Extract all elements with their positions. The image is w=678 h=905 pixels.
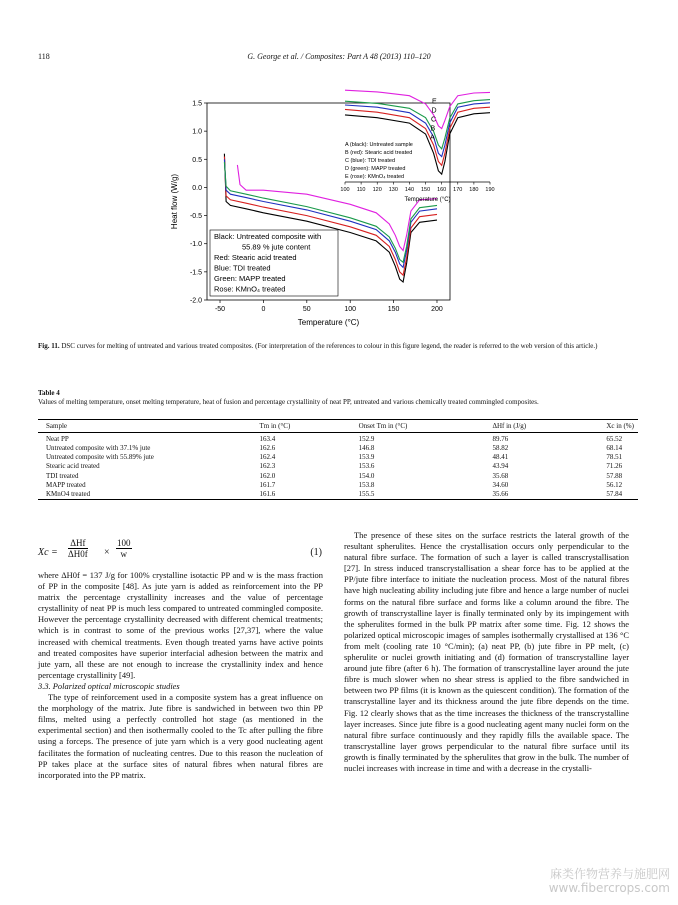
table-header-cell: Tm in (°C): [259, 421, 291, 430]
y-tick-label: -2.0: [189, 297, 202, 305]
table-cell: 34.60: [492, 480, 509, 489]
table-cell: 78.51: [606, 453, 623, 462]
inset-legend-entry: D (green): MAPP treated: [345, 166, 406, 172]
x-tick-label: 0: [261, 306, 266, 313]
figure-caption-label: Fig. 11.: [38, 342, 60, 350]
inset-series-line: [345, 107, 490, 165]
section-title: 3.3. Polarized optical microscopic studies: [38, 680, 180, 691]
table-cell: KMnO4 treated: [46, 489, 91, 498]
legend-entry: Blue: TDI treated: [214, 263, 271, 273]
inset-legend-entry: C (blue): TDI treated: [345, 158, 396, 164]
watermark-line: 麻类作物营养与施肥网: [549, 867, 670, 881]
body-right-column: [344, 530, 629, 774]
table-cell: 48.41: [492, 453, 509, 462]
figure-caption: [38, 342, 638, 351]
inset-curve-label: D: [431, 107, 437, 115]
table-cell: 162.4: [259, 453, 276, 462]
x-tick-label: 200: [431, 306, 443, 313]
body-paragraph: where ΔH0f = 137 J/g for 100% crystalline isotactic PP and w is the mass fraction of PP in the composite [48]. As jute yarn is added as reinforcement into the PP matrix the percentage crystallinity increases and the value of percentage crystallinity of neat PP is much less compared to untreated commingled composite. However the percentage crystallinity decreased with different chemical treatments; which is in contrast to some of the previous works [27,37], where the value increased with chemical treatments. Even though treated yarns have active points and treated composites have superior interfacial adhesion between the matrix and jute yarn, all these are not enough to increase the crystallinity index and hence percentage crystallinity [49].: [38, 570, 323, 680]
inset-x-axis-label: Temperature (°C): [404, 197, 451, 203]
table-header-cell: Onset Tm in (°C): [358, 421, 408, 430]
inset-x-tick-label: 120: [372, 187, 382, 193]
table-cell: Neat PP: [46, 435, 69, 443]
inset-x-tick-label: 100: [340, 187, 350, 193]
inset-x-tick-label: 170: [453, 187, 463, 193]
table-cell: 58.82: [492, 444, 509, 453]
equation-number: (1): [310, 547, 322, 558]
body-left-column: [38, 570, 323, 781]
table-cell: 163.4: [259, 435, 276, 443]
table-cell: Untreated composite with 55.89% jute: [46, 453, 154, 462]
equation-denominator: w: [120, 549, 127, 559]
watermark-line: www.fibercrops.com: [548, 881, 670, 895]
inset-x-tick-label: 190: [485, 187, 495, 193]
table-cell: 89.76: [492, 435, 509, 443]
inset-curve-label: A: [430, 134, 435, 142]
table-cell: 65.52: [606, 435, 623, 443]
inset-legend-entry: B (red): Stearic acid treated: [345, 150, 413, 156]
dsc-figure: [150, 70, 510, 340]
legend-entry: Red: Stearic acid treated: [214, 253, 297, 262]
equation-fraction-2: [116, 538, 132, 559]
table-cell: 155.5: [358, 489, 375, 498]
inset-x-tick-label: 110: [356, 187, 366, 193]
x-tick-label: 100: [344, 306, 357, 313]
inset-x-tick-label: 160: [437, 187, 447, 193]
table-cell: 154.0: [358, 471, 375, 480]
y-tick-label: 1.5: [192, 100, 202, 108]
inset-curve-label: E: [432, 98, 437, 106]
x-tick-label: 150: [387, 306, 400, 313]
table-cell: Stearic acid treated: [46, 462, 100, 471]
table-cell: 161.7: [259, 480, 276, 489]
inset-curve-label: C: [431, 116, 437, 124]
table-cell: 153.6: [358, 462, 375, 471]
table-cell: 57.84: [606, 489, 623, 498]
x-tick-label: 50: [302, 306, 311, 313]
table-row: [38, 462, 638, 471]
inset-legend-entry: E (rose): KMnO₄ treated: [345, 174, 405, 180]
y-axis-label: Heat flow (W/g): [170, 173, 179, 230]
table-row: [38, 472, 638, 481]
y-tick-label: -1.0: [189, 241, 202, 249]
table-cell: 57.88: [606, 471, 623, 480]
inset-x-tick-label: 150: [420, 187, 431, 193]
equation-1: [38, 538, 322, 568]
y-tick-label: 0.0: [192, 184, 202, 192]
inset-x-tick-label: 180: [469, 187, 479, 193]
x-tick-label: -50: [214, 306, 226, 313]
table-header-cell: Xc in (%): [606, 421, 634, 430]
table-row: [38, 453, 638, 462]
inset-curve-label: B: [430, 125, 436, 133]
y-tick-label: 0.5: [192, 156, 202, 164]
inset-x-tick-label: 140: [404, 187, 415, 193]
watermark: [549, 867, 670, 895]
table-cell: TDI treated: [46, 471, 79, 480]
table-caption: Values of melting temperature, onset melting temperature, heat of fusion and percentage crystallinity of neat PP, untreated and various chemically treated commingled composites.: [38, 398, 539, 406]
table-row: [38, 444, 638, 453]
table-cell: 162.3: [259, 462, 276, 471]
table-title: Table 4: [38, 389, 60, 397]
dsc-chart: [150, 70, 510, 340]
data-table: [38, 419, 638, 500]
inset-x-tick-label: 130: [388, 187, 398, 193]
equation-numerator: ΔHf: [68, 538, 88, 549]
y-tick-label: -0.5: [189, 213, 202, 221]
running-header: G. George et al. / Composites: Part A 48 (2013) 110–120: [247, 52, 431, 61]
x-axis-label: Temperature (°C): [297, 318, 360, 327]
table-cell: 152.9: [358, 435, 375, 443]
figure-caption-text: DSC curves for melting of untreated and various treated composites. (For interpretation of the references to colour in this figure legend, the reader is referred to the web version of this article.): [61, 342, 598, 350]
equation-numerator: 100: [117, 538, 131, 548]
table-cell: 153.9: [358, 453, 375, 462]
table-header-cell: Sample: [46, 421, 67, 430]
table-cell: 162.6: [259, 444, 276, 453]
legend-entry: Black: Untreated composite with: [214, 232, 322, 241]
table-cell: Untreated composite with 37.1% jute: [46, 444, 151, 453]
equation-denominator: ΔH0f: [68, 549, 88, 559]
table-row: [38, 433, 638, 445]
table-cell: MAPP treated: [46, 480, 86, 489]
y-tick-label: -1.5: [189, 269, 202, 277]
legend-entry: Green: MAPP treated: [214, 274, 286, 283]
table-row: [38, 481, 638, 490]
table-cell: 43.94: [492, 462, 509, 471]
table-header-row: [38, 420, 638, 433]
legend-entry: Rose: KMnO₄ treated: [214, 284, 286, 294]
table-cell: 35.68: [492, 471, 509, 480]
equation-lhs: Xc =: [38, 547, 58, 558]
y-tick-label: 1.0: [192, 128, 202, 136]
table-cell: 161.6: [259, 489, 276, 498]
table-header-cell: ΔHf in (J/g): [492, 421, 527, 430]
legend-entry: 55.89 % jute content: [242, 242, 311, 252]
body-paragraph: The presence of these sites on the surface restricts the lateral growth of the resultant spherulites. Hence the crystallisation occurs only perpendicular to the natural fibre surface. The formation of such a layer is called transcrystallisation [27]. In stress induced transcrystallisation a shear force has to be applied at the PP/jute fibre interface to initiate the nucleation process. Most of the natural fibres have high nucleating ability including jute fibre and hence a large number of nuclei forms on the natural fibre surface and forms like a column around the fibre. The growth of transcrystalline layer is finally terminated only by its impingement with the spherulites formed in the bulk PP matrix after some time. Fig. 12 shows the polarized optical microscopic images of samples isothermally crystallised at 136 °C from melt (cooling rate 10 °C/min); (a) neat PP, (b) jute fibre in PP melt, (c) spherulite or nuclei growth initiating and (d) formation of transcrystalline layer around jute fibre (after 6 h). The formation of transcrystalline layer around the jute fibre is much slower when no shear stress is applied to the fibre sandwiched in between two PP films (it is known as the quiescent condition). The formation of the transcrystalline layer and its thickness around the jute fibre depends on the time. Fig. 12 clearly shows that as the time increases the thickness of the transcrystalline layer increases. Since jute fibre is a good nucleating agent many nuclei form on the natural fibre surface continuously and they rapidly fills the available space. The transcrystalline layer grows perpendicular to the natural fibre surface until its growth is finally terminated by the spherulites that grow in the bulk. The number of nuclei increases with increase in time and with a decrease in the crystalli-: [344, 530, 629, 773]
table-cell: 153.8: [358, 480, 375, 489]
table-cell: 146.8: [358, 444, 375, 453]
equation-fraction-1: [68, 538, 88, 559]
table-cell: 35.66: [492, 489, 509, 498]
table-cell: 56.12: [606, 480, 623, 489]
equation-times: ×: [104, 547, 110, 558]
table-cell: 68.14: [606, 444, 623, 453]
table-row: [38, 490, 638, 500]
inset-legend-entry: A (black): Untreated sample: [345, 142, 413, 148]
table-cell: 162.0: [259, 471, 276, 480]
table-cell: 71.26: [606, 462, 623, 471]
body-paragraph: The type of reinforcement used in a composite system has a great influence on the morphology of the matrix. Jute fibre is sandwiched in between two thin PP films, melted using a perfectly controlled hot stage (as mentioned in the experimental section) and then isothermally cooled to the Tc after pulling the fibre using a forceps. The presence of jute yarn which is a very good nucleating agent facilitates the formation of nucleating centres. Due to this reason the nucleation of PP takes place at the surface sites of natural fibres when natural fibres are incorporated into the PP matrix.: [38, 692, 323, 780]
page-number: 118: [38, 52, 50, 61]
